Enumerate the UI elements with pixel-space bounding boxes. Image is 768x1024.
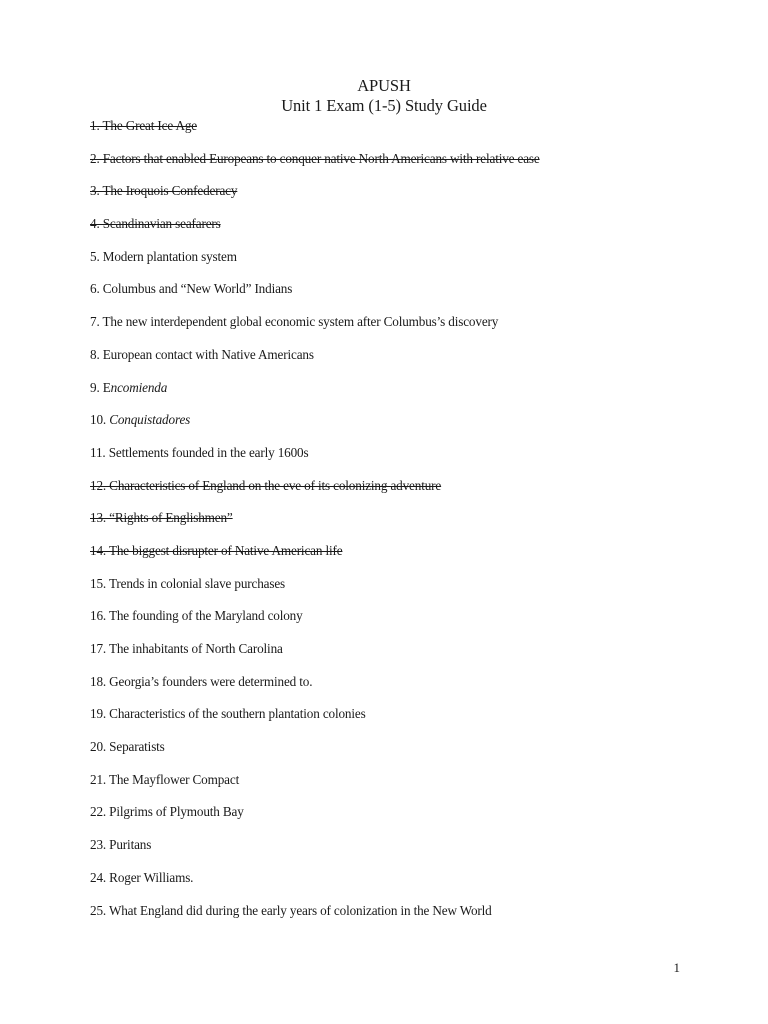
list-item	[90, 606, 730, 639]
list-item-text: 8. European contact with Native Americans	[90, 346, 314, 362]
list-item-text: 11. Settlements founded in the early 1600s	[90, 444, 309, 460]
list-item-text: 20. Separatists	[90, 739, 165, 755]
list-item-text: 5. Modern plantation system	[90, 248, 237, 264]
list-item	[90, 770, 730, 803]
list-item-text: 19. Characteristics of the southern plantation colonies	[90, 706, 366, 722]
document-subtitle: Unit 1 Exam (1-5) Study Guide	[281, 96, 487, 115]
list-item-text: 16. The founding of the Maryland colony	[90, 608, 303, 624]
list-item	[90, 378, 730, 411]
list-item-text: 15. Trends in colonial slave purchases	[90, 575, 286, 591]
document-title: APUSH	[357, 76, 411, 95]
list-item-text: 21. The Mayflower Compact	[90, 771, 240, 787]
list-item	[90, 541, 730, 574]
list-item	[90, 247, 730, 280]
document-header	[0, 76, 768, 116]
list-item-text: 18. Georgia’s founders were determined to.	[90, 673, 313, 689]
list-item-italic-term: Conquistadores	[109, 412, 191, 428]
list-item-text-struck: 12. Characteristics of England on the eve of its colonizing adventure	[90, 477, 442, 493]
page-number: 1	[673, 960, 680, 975]
list-item	[90, 704, 730, 737]
list-item-text-struck: 13. “Rights of Englishmen”	[90, 510, 233, 526]
list-item-italic-term: ncomienda	[110, 379, 168, 395]
list-item	[90, 279, 730, 312]
list-item	[90, 508, 730, 541]
list-item	[90, 443, 730, 476]
list-item-text: 23. Puritans	[90, 837, 152, 853]
list-item	[90, 574, 730, 607]
list-item	[90, 345, 730, 378]
list-item	[90, 901, 730, 934]
list-item-text: 7. The new interdependent global economic system after Columbus’s discovery	[90, 314, 499, 330]
study-guide-list	[90, 116, 730, 933]
list-item	[90, 410, 730, 443]
list-item	[90, 802, 730, 835]
list-item	[90, 476, 730, 509]
list-item-text-struck: 2. Factors that enabled Europeans to conquer native North Americans with relative ease	[90, 150, 540, 166]
list-item-text: 22. Pilgrims of Plymouth Bay	[90, 804, 244, 820]
list-item	[90, 149, 730, 182]
list-item-prefix: 9. E	[90, 379, 111, 395]
list-item-text: 25. What England did during the early years of colonization in the New World	[90, 902, 492, 918]
list-item	[90, 737, 730, 770]
list-item	[90, 181, 730, 214]
list-item	[90, 868, 730, 901]
list-item-prefix: 10.	[90, 412, 110, 428]
list-item-text: 17. The inhabitants of North Carolina	[90, 641, 283, 656]
list-item-text-struck: 4. Scandinavian seafarers	[90, 216, 221, 232]
list-item-text-struck: 3. The Iroquois Confederacy	[90, 183, 238, 199]
list-item	[90, 672, 730, 705]
list-item-text: 24. Roger Williams.	[90, 869, 194, 885]
list-item-text: 6. Columbus and “New World” Indians	[90, 281, 293, 297]
list-item-text-struck: 1. The Great Ice Age	[90, 118, 197, 133]
list-item	[90, 116, 730, 149]
list-item-text-struck: 14. The biggest disrupter of Native American life	[90, 542, 343, 558]
list-item	[90, 312, 730, 345]
list-item	[90, 214, 730, 247]
list-item	[90, 835, 730, 868]
list-item	[90, 639, 730, 672]
